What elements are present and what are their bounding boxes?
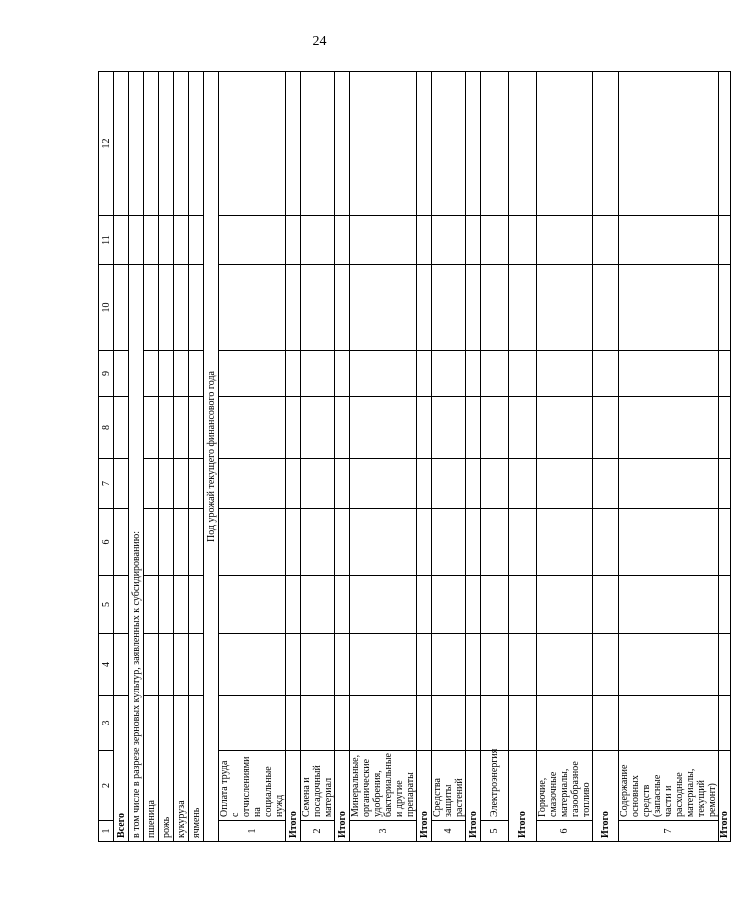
table-row [481,72,509,842]
col-header: 1 [99,821,114,842]
row-label: рожь [159,696,174,842]
table-row [159,72,174,842]
row-label: ячмень [189,696,204,842]
col-header: 8 [99,397,114,459]
table-row [114,72,129,842]
item-name: Семена и посадочный материал [301,751,335,821]
item-name: Минеральные, органические удобрения, бактериальные и другие препараты [350,751,417,821]
row-label: кукуруза [174,696,189,842]
item-number: 2 [301,821,335,842]
col-header: 11 [99,216,114,265]
table-row [432,72,466,842]
col-header: 12 [99,72,114,216]
table-row [719,72,731,842]
table-row [593,72,619,842]
table-row [509,72,537,842]
expense-table [98,71,731,842]
itogo-label: Итого [509,751,537,842]
table-row [189,72,204,842]
item-name: Оплата труда с отчислениями на социальные нужд [219,751,286,821]
col-header: 2 [99,751,114,821]
table-row [204,72,219,842]
table-row [417,72,432,842]
item-number: 3 [350,821,417,842]
section-title: Под урожай текущего финансового года [204,72,219,842]
page-number: 24 [312,34,327,49]
item-name: Электроэнергия [481,751,509,821]
table-row [466,72,481,842]
col-header: 7 [99,459,114,509]
table-row [301,72,335,842]
table-row [144,72,159,842]
item-number: 5 [481,821,509,842]
item-name: Средства защиты растений [432,751,466,821]
table-row [174,72,189,842]
item-number: 4 [432,821,466,842]
itogo-label: Итого [417,751,432,842]
table-row [350,72,417,842]
item-name: Содержание основных средств (запасные части и расходные материалы, текущий ремонт) [619,751,719,821]
table-row [219,72,286,842]
table-row [619,72,719,842]
table-row [537,72,593,842]
row-label: пшеница [144,696,159,842]
itogo-label: Итого [286,751,301,842]
item-number: 7 [619,821,719,842]
item-number: 1 [219,821,286,842]
col-header: 4 [99,634,114,696]
item-name: Горючие, смазочные материалы, газообразное топливо [537,751,593,821]
col-header: 6 [99,509,114,576]
col-header: 10 [99,265,114,351]
itogo-label: Итого [719,751,731,842]
itogo-label: Итого [335,751,350,842]
table-row [335,72,350,842]
table-row [286,72,301,842]
header-row [99,72,114,842]
row-label: в том числе в разрезе зерновых культур, заявленных к субсидированию: [129,265,144,842]
row-label: Всего [114,696,129,842]
table-row [129,72,144,842]
itogo-label: Итого [466,751,481,842]
itogo-label: Итого [593,751,619,842]
col-header: 5 [99,576,114,634]
rotated-table-container [98,72,730,842]
col-header: 3 [99,696,114,751]
item-number: 6 [537,821,593,842]
col-header: 9 [99,351,114,397]
